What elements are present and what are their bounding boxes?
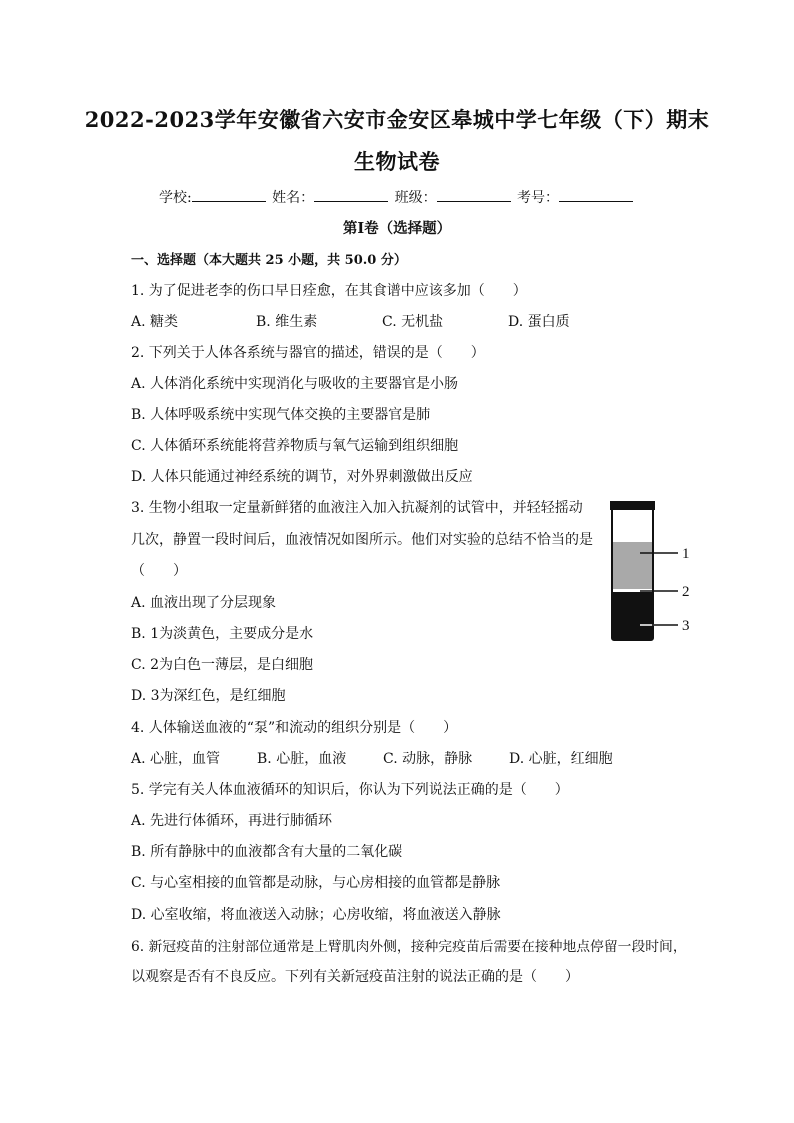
label-1: 1 xyxy=(682,546,690,562)
school-label: 学校: xyxy=(158,190,192,206)
question-4-stem: 4. 人体输送血液的“泵”和流动的组织分别是（ ） xyxy=(131,720,458,736)
name-blank[interactable] xyxy=(314,187,388,202)
option-d[interactable]: D. 心脏，红细胞 xyxy=(509,751,613,767)
section-heading: 一、选择题（本大题共 25 小题，共 50.0 分） xyxy=(131,253,407,268)
student-info-row xyxy=(0,187,794,207)
class-blank[interactable] xyxy=(437,187,511,202)
question-5-stem: 5. 学完有关人体血液循环的知识后，你认为下列说法正确的是（ ） xyxy=(131,782,569,798)
exam-title-line1: 2022-2023学年安徽省六安市金安区皋城中学七年级（下）期末 xyxy=(84,107,710,132)
label-2: 2 xyxy=(682,584,690,600)
question-5-option-d[interactable]: D. 心室收缩，将血液送入动脉；心房收缩，将血液送入静脉 xyxy=(131,907,501,923)
question-3-stem-line1: 3. 生物小组取一定量新鲜猪的血液注入加入抗凝剂的试管中，并轻轻摇动 xyxy=(131,500,583,516)
option-b[interactable]: B. 心脏，血液 xyxy=(257,751,347,767)
question-1-options xyxy=(131,311,570,331)
exam-number-blank[interactable] xyxy=(559,187,633,202)
question-3-option-a[interactable]: A. 血液出现了分层现象 xyxy=(131,595,277,611)
question-6-stem-line2: 以观察是否有不良反应。下列有关新冠疫苗注射的说法正确的是（ ） xyxy=(131,969,579,985)
school-blank[interactable] xyxy=(192,187,266,202)
exam-title-line2: 生物试卷 xyxy=(354,149,440,174)
question-3-option-c[interactable]: C. 2为白色一薄层，是白细胞 xyxy=(131,657,314,673)
option-a[interactable]: A. 糖类 xyxy=(131,314,179,330)
option-d[interactable]: D. 蛋白质 xyxy=(508,314,570,330)
question-3-stem-line3: （ ） xyxy=(131,563,187,579)
exam-number-label: 考号： xyxy=(517,190,560,206)
question-3-option-b[interactable]: B. 1为淡黄色，主要成分是水 xyxy=(131,626,314,642)
question-2-option-b[interactable]: B. 人体呼吸系统中实现气体交换的主要器官是肺 xyxy=(131,407,431,423)
question-5-option-a[interactable]: A. 先进行体循环，再进行肺循环 xyxy=(131,813,333,829)
volume-heading: 第Ⅰ卷（选择题） xyxy=(342,220,452,237)
red-cell-layer xyxy=(613,592,652,639)
question-4-options xyxy=(131,748,613,768)
question-2-option-d[interactable]: D. 人体只能通过神经系统的调节，对外界刺激做出反应 xyxy=(131,469,473,485)
tube-rim xyxy=(610,501,655,510)
option-a[interactable]: A. 心脏，血管 xyxy=(131,751,221,767)
question-5-option-c[interactable]: C. 与心室相接的血管都是动脉，与心房相接的血管都是静脉 xyxy=(131,875,501,891)
name-label: 姓名： xyxy=(272,190,315,206)
option-c[interactable]: C. 动脉，静脉 xyxy=(383,751,473,767)
question-5-option-b[interactable]: B. 所有静脉中的血液都含有大量的二氧化碳 xyxy=(131,844,403,860)
question-2-option-a[interactable]: A. 人体消化系统中实现消化与吸收的主要器官是小肠 xyxy=(131,376,459,392)
test-tube-figure xyxy=(608,498,703,644)
question-3-option-d[interactable]: D. 3为深红色，是红细胞 xyxy=(131,688,286,704)
option-b[interactable]: B. 维生素 xyxy=(256,314,318,330)
question-1-stem: 1. 为了促进老李的伤口早日痊愈，在其食谱中应该多加（ ） xyxy=(131,283,527,299)
plasma-layer xyxy=(613,542,652,589)
option-c[interactable]: C. 无机盐 xyxy=(382,314,444,330)
question-6-stem-line1: 6. 新冠疫苗的注射部位通常是上臂肌肉外侧，接种完疫苗后需要在接种地点停留一段时间， xyxy=(131,939,687,955)
question-3-stem-line2: 几次，静置一段时间后，血液情况如图所示。他们对实验的总结不恰当的是 xyxy=(131,532,593,548)
class-label: 班级： xyxy=(394,190,437,206)
label-3: 3 xyxy=(682,618,690,634)
question-2-stem: 2. 下列关于人体各系统与器官的描述，错误的是（ ） xyxy=(131,345,485,361)
question-2-option-c[interactable]: C. 人体循环系统能将营养物质与氧气运输到组织细胞 xyxy=(131,438,459,454)
